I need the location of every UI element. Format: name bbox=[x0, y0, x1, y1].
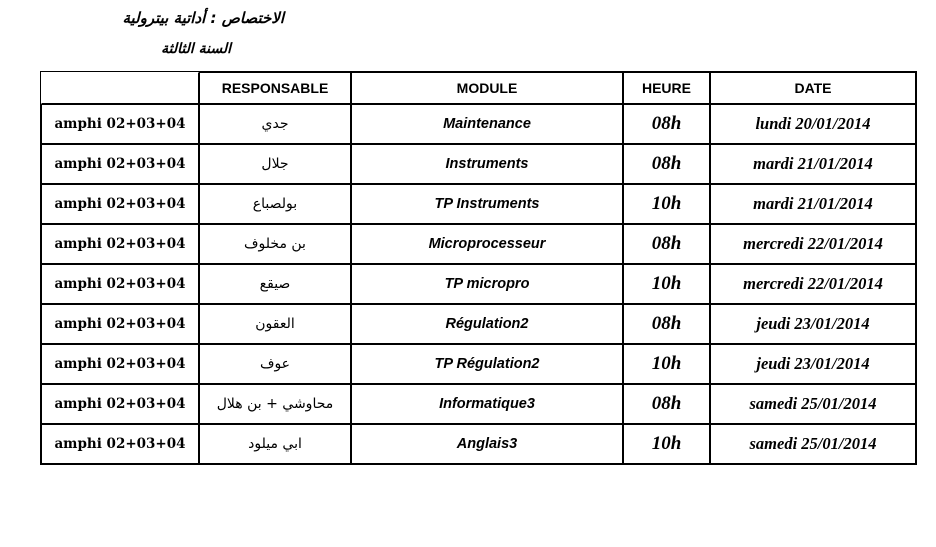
room-cell: amphi 02+03+04 bbox=[41, 424, 199, 464]
module-cell: Microprocesseur bbox=[351, 224, 623, 264]
date-cell: samedi 25/01/2014 bbox=[710, 424, 916, 464]
heure-cell: 08h bbox=[623, 224, 710, 264]
responsable-cell: محاوشي + بن هلال bbox=[199, 384, 351, 424]
room-cell: amphi 02+03+04 bbox=[41, 104, 199, 144]
module-cell: TP Régulation2 bbox=[351, 344, 623, 384]
table-row bbox=[41, 144, 916, 184]
responsable-cell: جدي bbox=[199, 104, 351, 144]
room-cell: amphi 02+03+04 bbox=[41, 224, 199, 264]
room-cell: amphi 02+03+04 bbox=[41, 264, 199, 304]
date-cell: lundi 20/01/2014 bbox=[710, 104, 916, 144]
heure-cell: 08h bbox=[623, 144, 710, 184]
date-cell: mardi 21/01/2014 bbox=[710, 144, 916, 184]
room-cell: amphi 02+03+04 bbox=[41, 184, 199, 224]
exam-schedule-table bbox=[40, 71, 917, 465]
module-cell: Informatique3 bbox=[351, 384, 623, 424]
module-cell: TP Instruments bbox=[351, 184, 623, 224]
room-cell: amphi 02+03+04 bbox=[41, 304, 199, 344]
table-row bbox=[41, 184, 916, 224]
heure-cell: 08h bbox=[623, 104, 710, 144]
heure-column-header: HEURE bbox=[623, 72, 710, 104]
room-cell: amphi 02+03+04 bbox=[41, 344, 199, 384]
module-cell: Instruments bbox=[351, 144, 623, 184]
specialty-heading: الاختصاص : أداتية بيترولية bbox=[122, 9, 284, 27]
table-row bbox=[41, 224, 916, 264]
module-cell: Maintenance bbox=[351, 104, 623, 144]
header-row bbox=[41, 72, 916, 104]
date-cell: mercredi 22/01/2014 bbox=[710, 224, 916, 264]
responsable-cell: جلال bbox=[199, 144, 351, 184]
date-cell: mercredi 22/01/2014 bbox=[710, 264, 916, 304]
table-row bbox=[41, 344, 916, 384]
heure-cell: 10h bbox=[623, 424, 710, 464]
responsable-cell: العقون bbox=[199, 304, 351, 344]
heure-cell: 10h bbox=[623, 184, 710, 224]
table-row bbox=[41, 424, 916, 464]
responsable-cell: عوف bbox=[199, 344, 351, 384]
responsable-cell: ابي ميلود bbox=[199, 424, 351, 464]
table-row bbox=[41, 384, 916, 424]
date-column-header: DATE bbox=[710, 72, 916, 104]
module-cell: Anglais3 bbox=[351, 424, 623, 464]
heure-cell: 10h bbox=[623, 264, 710, 304]
module-cell: Régulation2 bbox=[351, 304, 623, 344]
year-heading: السنة الثالثة bbox=[161, 41, 231, 57]
responsable-column-header: RESPONSABLE bbox=[199, 72, 351, 104]
table-row bbox=[41, 304, 916, 344]
heure-cell: 08h bbox=[623, 384, 710, 424]
module-column-header: MODULE bbox=[351, 72, 623, 104]
responsable-cell: بولصباع bbox=[199, 184, 351, 224]
responsable-cell: صيقع bbox=[199, 264, 351, 304]
date-cell: jeudi 23/01/2014 bbox=[710, 344, 916, 384]
date-cell: samedi 25/01/2014 bbox=[710, 384, 916, 424]
heure-cell: 10h bbox=[623, 344, 710, 384]
date-cell: mardi 21/01/2014 bbox=[710, 184, 916, 224]
table-row bbox=[41, 264, 916, 304]
date-cell: jeudi 23/01/2014 bbox=[710, 304, 916, 344]
table-row bbox=[41, 104, 916, 144]
room-cell: amphi 02+03+04 bbox=[41, 144, 199, 184]
responsable-cell: بن مخلوف bbox=[199, 224, 351, 264]
module-cell: TP micropro bbox=[351, 264, 623, 304]
room-cell: amphi 02+03+04 bbox=[41, 384, 199, 424]
blank-header-cell bbox=[41, 72, 199, 104]
heure-cell: 08h bbox=[623, 304, 710, 344]
schedule-body bbox=[41, 72, 916, 464]
